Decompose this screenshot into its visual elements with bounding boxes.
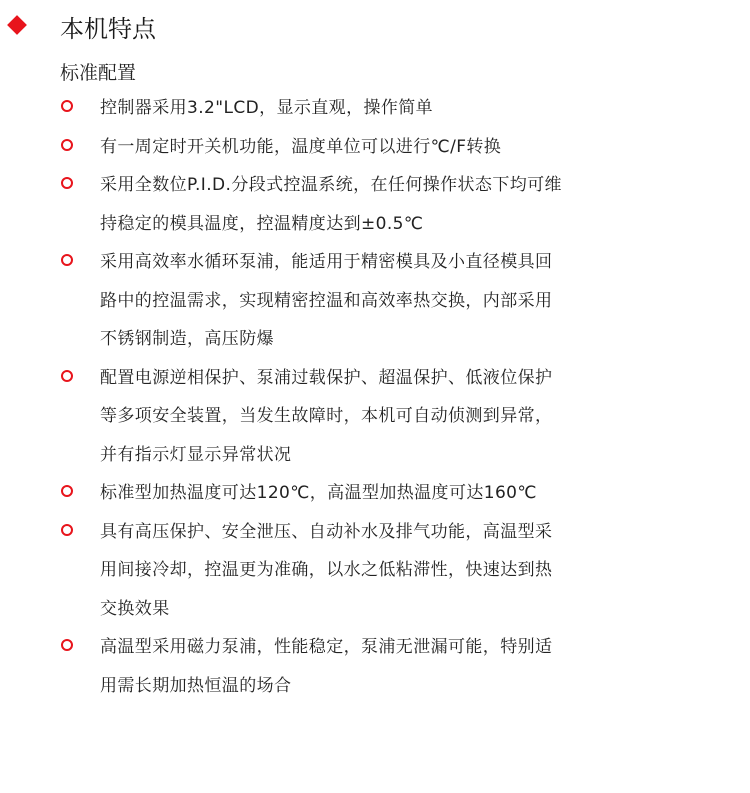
feature-item: [0, 128, 750, 167]
feature-text: [100, 628, 640, 705]
circle-bullet-icon: [61, 485, 73, 497]
circle-bullet-icon: [61, 139, 73, 151]
circle-bullet-icon: [61, 177, 73, 189]
feature-text-line: 采用高效率水循环泵浦，能适用于精密模具及小直径模具回: [100, 252, 553, 272]
feature-text-line: 不锈钢制造，高压防爆: [100, 329, 274, 349]
section-subtitle: 标准配置: [60, 62, 137, 84]
feature-text-line: 高温型采用磁力泵浦，性能稳定，泵浦无泄漏可能，特别适: [100, 637, 553, 657]
feature-item: [0, 89, 750, 128]
feature-text-line: 具有高压保护、安全泄压、自动补水及排气功能，高温型采: [100, 521, 553, 542]
feature-text: [100, 89, 640, 128]
feature-text: [100, 128, 640, 167]
feature-item: [0, 359, 750, 475]
feature-text-line: 交换效果: [100, 598, 170, 619]
feature-text-line: 采用全数位P.I.D.分段式控温系统，在任何操作状态下均可维: [100, 175, 562, 195]
feature-text: [100, 513, 640, 629]
feature-text: [100, 359, 640, 475]
section-title: 本机特点: [60, 15, 156, 43]
feature-text-line: 配置电源逆相保护、泵浦过载保护、超温保护、低液位保护: [100, 367, 553, 388]
feature-item: [0, 628, 750, 705]
feature-item: [0, 474, 750, 513]
circle-bullet-icon: [61, 370, 73, 382]
feature-text-line: 用需长期加热恒温的场合: [100, 675, 292, 696]
circle-bullet-icon: [61, 100, 73, 112]
circle-bullet-icon: [61, 639, 73, 651]
feature-text-line: 持稳定的模具温度，控温精度达到±0.5℃: [100, 213, 424, 234]
feature-text: [100, 243, 640, 359]
section-header: [0, 12, 750, 48]
feature-text: [100, 474, 640, 513]
diamond-bullet-icon: [7, 15, 27, 35]
feature-text-line: 用间接冷却，控温更为准确，以水之低粘滞性，快速达到热: [100, 560, 553, 580]
circle-bullet-icon: [61, 254, 73, 266]
feature-text-line: 有一周定时开关机功能，温度单位可以进行℃/F转换: [100, 136, 502, 157]
feature-text-line: 标准型加热温度可达120℃，高温型加热温度可达160℃: [100, 483, 537, 503]
feature-item: [0, 513, 750, 629]
feature-text-line: 并有指示灯显示异常状况: [100, 444, 292, 465]
feature-text-line: 等多项安全装置，当发生故障时，本机可自动侦测到异常，: [100, 406, 553, 426]
circle-bullet-icon: [61, 524, 73, 536]
feature-item: [0, 166, 750, 243]
feature-item: [0, 243, 750, 359]
feature-text-line: 路中的控温需求，实现精密控温和高效率热交换，内部采用: [100, 290, 553, 311]
feature-list: [0, 89, 750, 705]
feature-text-line: 控制器采用3.2"LCD，显示直观，操作简单: [100, 98, 434, 118]
feature-text: [100, 166, 640, 243]
